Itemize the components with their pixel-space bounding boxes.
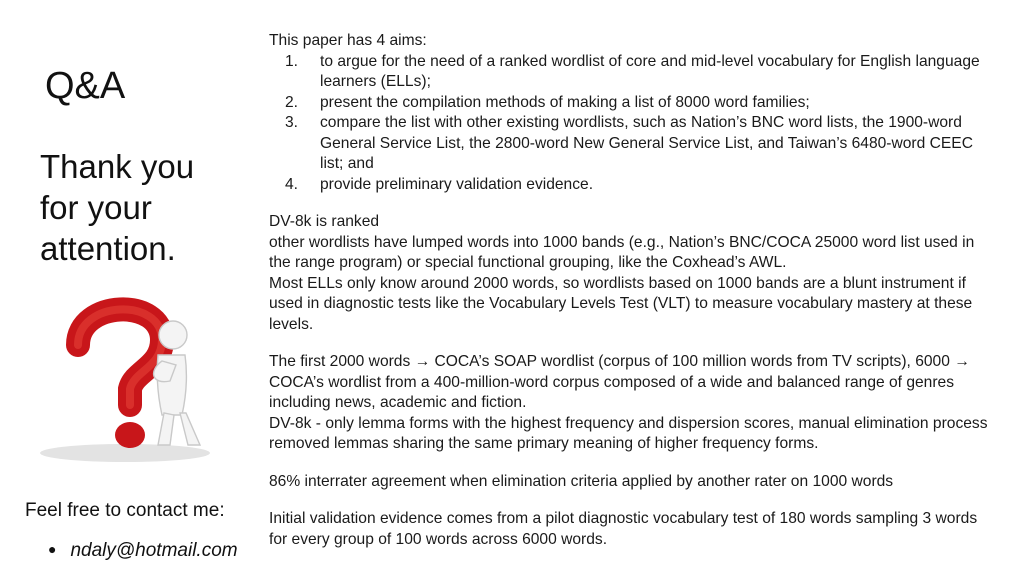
paragraph-line: other wordlists have lumped words into 1000 bands (e.g., Nation’s BNC/COCA 25000 word list used in the range program) or special functional grouping, like the Coxhead’s AWL.	[269, 233, 975, 271]
aims-list	[269, 52, 999, 196]
aim-item	[269, 113, 999, 175]
corpus-section	[269, 352, 999, 455]
contact-email-item	[48, 538, 238, 562]
aim-item	[269, 93, 999, 114]
aim-text: compare the list with other existing wordlists, such as Nation’s BNC word lists, the 1900-word General Service List, the 2800-word New General Service List, and Taiwan’s 6480-word CEEC list; and	[320, 114, 973, 172]
validation-section	[269, 509, 999, 550]
paragraph-line: Most ELLs only know around 2000 words, so wordlists based on 1000 bands are a blunt instrument if used in diagnostic tests like the Vocabulary Levels Test (VLT) to measure vocabulary mastery at these levels.	[269, 274, 973, 333]
thank-you-line: Thank you	[40, 148, 195, 185]
aim-text: provide preliminary validation evidence.	[320, 175, 594, 193]
aim-number: 2.	[285, 93, 299, 111]
aim-number: 4.	[285, 175, 299, 193]
validation-text: Initial validation evidence comes from a pilot diagnostic vocabulary test of 180 words sampling 3 words for every group of 100 words across 6000 words.	[269, 510, 978, 548]
paragraph-line: DV-8k is ranked	[269, 213, 380, 230]
contact-email[interactable]: ndaly@hotmail.com	[70, 540, 238, 561]
thank-you-line: for your	[40, 189, 152, 226]
page-title: Q&A	[45, 65, 126, 107]
thank-you-line: attention.	[40, 230, 176, 267]
question-mark-figure-illustration	[30, 285, 220, 465]
agreement-section	[269, 472, 999, 493]
bullet-icon: ●	[48, 541, 57, 557]
paragraph-line: DV-8k - only lemma forms with the highest frequency and dispersion scores, manual elimination process removed lemmas sharing the same primary meaning of higher frequency forms.	[269, 414, 988, 452]
main-content	[269, 31, 999, 550]
aims-section	[269, 31, 999, 195]
aim-text: to argue for the need of a ranked wordlist of core and mid-level vocabulary for English language learners (ELLs);	[320, 52, 980, 90]
aim-text: present the compilation methods of making a list of 8000 word families;	[320, 93, 810, 111]
agreement-text: 86% interrater agreement when elimination criteria applied by another rater on 1000 words	[269, 472, 894, 490]
contact-label: Feel free to contact me:	[25, 500, 225, 521]
aim-number: 1.	[285, 52, 299, 70]
paragraph-line: The first 2000 words → COCA’s SOAP wordlist (corpus of 100 million words from TV scripts), 6000 → COCA’s wordlist from a 400-million-word corpus composed of a wide and balanced range of genres including news, academic and fiction.	[269, 353, 970, 411]
aim-number: 3.	[285, 114, 299, 131]
thank-you-message	[40, 146, 250, 269]
aim-item	[269, 52, 999, 93]
aims-intro: This paper has 4 aims:	[269, 32, 427, 49]
ranking-section	[269, 212, 999, 335]
aim-item	[269, 175, 999, 196]
